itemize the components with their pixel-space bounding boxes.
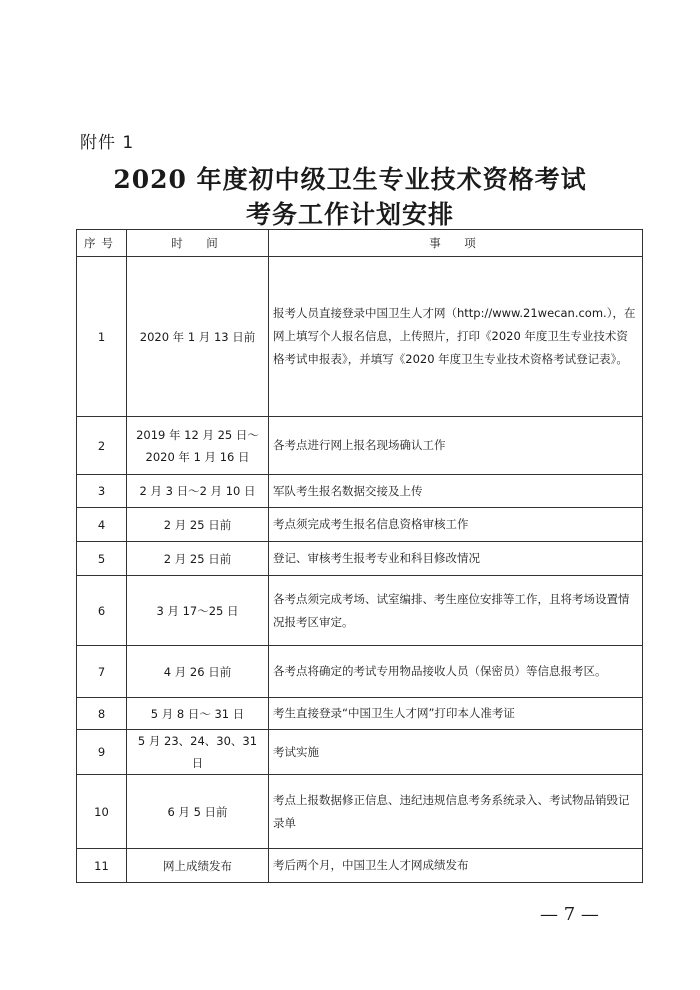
row-item: 军队考生报名数据交接及上传 — [269, 475, 643, 508]
table-row — [77, 417, 643, 475]
row-time: 2020 年 1 月 13 日前 — [127, 257, 269, 417]
row-number: 6 — [77, 576, 127, 646]
row-number: 2 — [77, 417, 127, 475]
table-row — [77, 576, 643, 646]
row-number: 8 — [77, 698, 127, 730]
row-time: 6 月 5 日前 — [127, 775, 269, 849]
row-number: 10 — [77, 775, 127, 849]
attachment-label: 附件 1 — [80, 133, 135, 153]
row-time: 3 月 17～25 日 — [127, 576, 269, 646]
row-item: 各考点将确定的考试专用物品接收人员（保密员）等信息报考区。 — [269, 646, 643, 698]
table-row — [77, 542, 643, 576]
column-header-item: 事 项 — [269, 230, 643, 257]
row-time: 2 月 25 日前 — [127, 508, 269, 542]
row-number: 7 — [77, 646, 127, 698]
row-item: 各考点进行网上报名现场确认工作 — [269, 417, 643, 475]
row-item: 报考人员直接登录中国卫生人才网（http://www.21wecan.com.），在网上填写个人报名信息，上传照片，打印《2020 年度卫生专业技术资格考试申报表》，并填写《2020 年度卫生专业技术资格考试登记表》。 — [269, 257, 643, 417]
document-title: 2020 年度初中级卫生专业技术资格考试 — [113, 165, 587, 194]
row-number: 4 — [77, 508, 127, 542]
row-item: 考点上报数据修正信息、违纪违规信息考务系统录入、考试物品销毁记录单 — [269, 775, 643, 849]
row-time: 2019 年 12 月 25 日～2020 年 1 月 16 日 — [127, 417, 269, 475]
table-row — [77, 508, 643, 542]
row-number: 3 — [77, 475, 127, 508]
row-time: 2 月 3 日～2 月 10 日 — [127, 475, 269, 508]
table-row — [77, 475, 643, 508]
row-number: 9 — [77, 730, 127, 775]
column-header-time: 时 间 — [127, 230, 269, 257]
column-header-number: 序号 — [77, 230, 127, 257]
table-row — [77, 849, 643, 883]
document-subtitle: 考务工作计划安排 — [245, 200, 454, 229]
row-item: 各考点须完成考场、试室编排、考生座位安排等工作，且将考场设置情况报考区审定。 — [269, 576, 643, 646]
page-number: — 7 — — [540, 904, 599, 925]
row-item: 登记、审核考生报考专业和科目修改情况 — [269, 542, 643, 576]
row-time: 2 月 25 日前 — [127, 542, 269, 576]
row-time: 5 月 8 日～ 31 日 — [127, 698, 269, 730]
table-row — [77, 646, 643, 698]
row-time: 网上成绩发布 — [127, 849, 269, 883]
row-item: 考后两个月，中国卫生人才网成绩发布 — [269, 849, 643, 883]
table-row — [77, 775, 643, 849]
table-row — [77, 257, 643, 417]
schedule-table — [76, 229, 643, 883]
row-time: 5 月 23、24、30、31 日 — [127, 730, 269, 775]
row-number: 1 — [77, 257, 127, 417]
row-time: 4 月 26 日前 — [127, 646, 269, 698]
table-row — [77, 698, 643, 730]
row-number: 11 — [77, 849, 127, 883]
row-number: 5 — [77, 542, 127, 576]
row-item: 考生直接登录“中国卫生人才网”打印本人准考证 — [269, 698, 643, 730]
table-header-row — [77, 230, 643, 257]
row-item: 考点须完成考生报名信息资格审核工作 — [269, 508, 643, 542]
table-row — [77, 730, 643, 775]
row-item: 考试实施 — [269, 730, 643, 775]
